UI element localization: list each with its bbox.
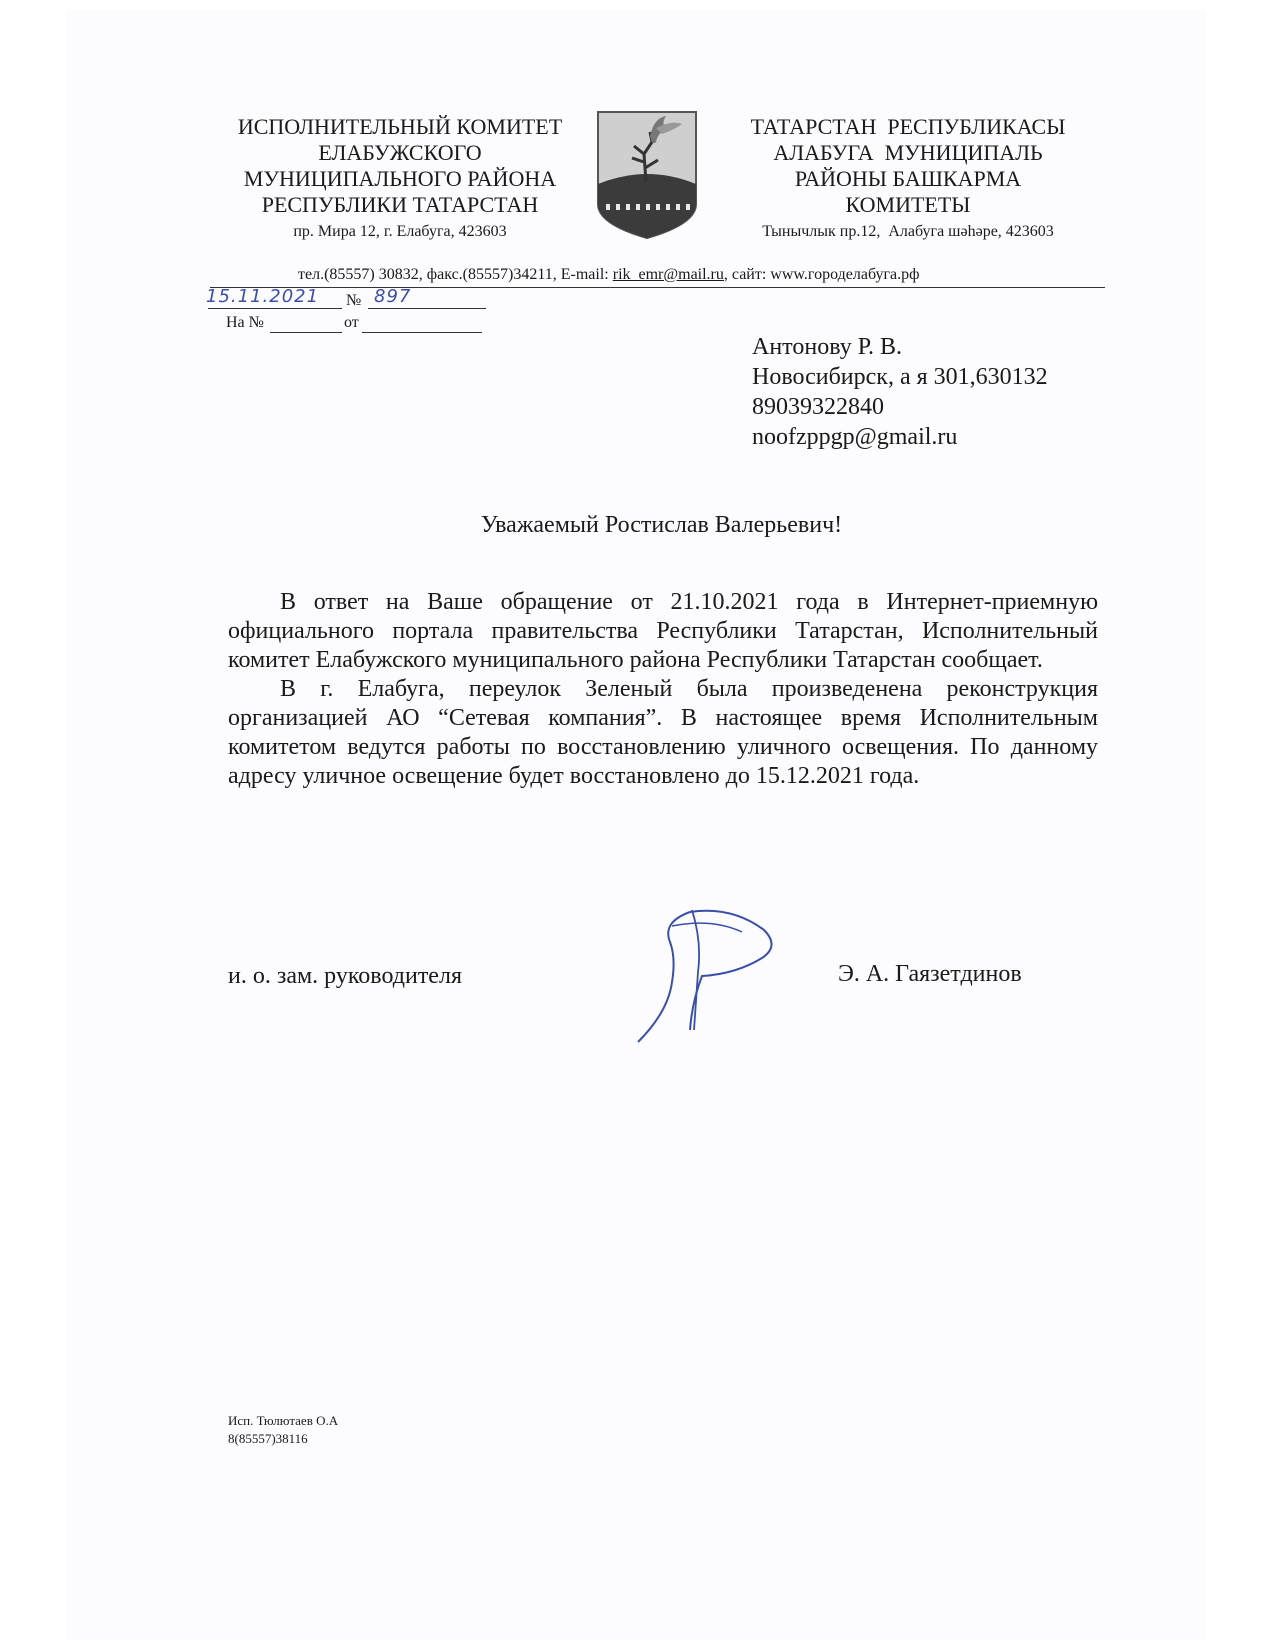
salutation-text: Уважаемый Ростислав Валерьевич! (480, 512, 843, 538)
letter-page (66, 10, 1206, 1640)
executor-block (228, 1412, 338, 1448)
reply-to-label: На № (226, 314, 264, 331)
recipient-name: Антонову Р. В. (752, 334, 903, 360)
contacts-line (298, 266, 920, 284)
header-right-line2: АЛАБУГА МУНИЦИПАЛЬ (773, 140, 1043, 165)
header-divider (210, 287, 1105, 288)
recipient-block (752, 332, 1048, 452)
header-left-russian (230, 114, 570, 244)
signer-position: и. о. зам. руководителя (228, 963, 462, 989)
salutation (0, 512, 1275, 539)
body-paragraph-2: В г. Елабуга, переулок Зеленый была произведенена реконструкция организацией АО “Сетевая компания”. В настоящее время Исполнительным комитетом ведутся работы по восстановлению уличного освещения. По данному адресу уличное освещение будет восстановлено до 15.12.2021 года. (228, 676, 1098, 789)
header-right-line1: ТАТАРСТАН РЕСПУБЛИКАСЫ (750, 114, 1066, 139)
header-left-line3: МУНИЦИПАЛЬНОГО РАЙОНА (243, 166, 557, 191)
contacts-prefix: тел.(85557) 30832, факс.(85557)34211, E-mail: (298, 266, 613, 283)
recipient-address: Новосибирск, а я 301,630132 (752, 364, 1048, 390)
contacts-email-link[interactable]: rik_emr@mail.ru (612, 266, 724, 283)
handwritten-signature-icon (632, 902, 782, 1047)
reply-from-label: от (344, 314, 359, 331)
body-paragraph-1: В ответ на Ваше обращение от 21.10.2021 года в Интернет-приемную официального портала правительства Республики Татарстан, Исполнительный комитет Елабужского муниципального района Республики Татарстан сообщает. (228, 589, 1098, 673)
registration-date: 15.11.2021 (206, 286, 320, 307)
executor-name: Исп. Тюлютаев О.А (228, 1413, 339, 1428)
header-right-tatar (728, 114, 1088, 244)
registration-block (206, 286, 488, 338)
header-right-address: Тынычлык пр.12, Алабуга шәһәре, 423603 (762, 223, 1054, 240)
recipient-email: noofzppgp@gmail.ru (752, 424, 958, 450)
reply-date-underline (362, 332, 482, 333)
header-left-address: пр. Мира 12, г. Елабуга, 423603 (293, 223, 507, 240)
contacts-suffix: , сайт: www.городелабуга.рф (723, 266, 920, 283)
reply-number-underline (270, 332, 342, 333)
registration-number-label: № (346, 292, 362, 309)
header-left-line2: ЕЛАБУЖСКОГО (318, 140, 482, 165)
registration-number: 897 (374, 286, 412, 307)
number-underline (368, 308, 486, 309)
executor-phone: 8(85557)38116 (228, 1431, 308, 1446)
header-left-line1: ИСПОЛНИТЕЛЬНЫЙ КОМИТЕТ (237, 114, 563, 139)
signer-name: Э. А. Гаязетдинов (838, 961, 1022, 987)
recipient-phone: 89039322840 (752, 394, 884, 420)
coat-of-arms-icon (594, 108, 700, 240)
date-underline (208, 308, 342, 309)
header-right-line3: РАЙОНЫ БАШКАРМА (794, 166, 1022, 191)
header-right-line4: КОМИТЕТЫ (845, 192, 971, 217)
header-left-line4: РЕСПУБЛИКИ ТАТАРСТАН (261, 192, 539, 217)
letter-body (228, 588, 1098, 791)
